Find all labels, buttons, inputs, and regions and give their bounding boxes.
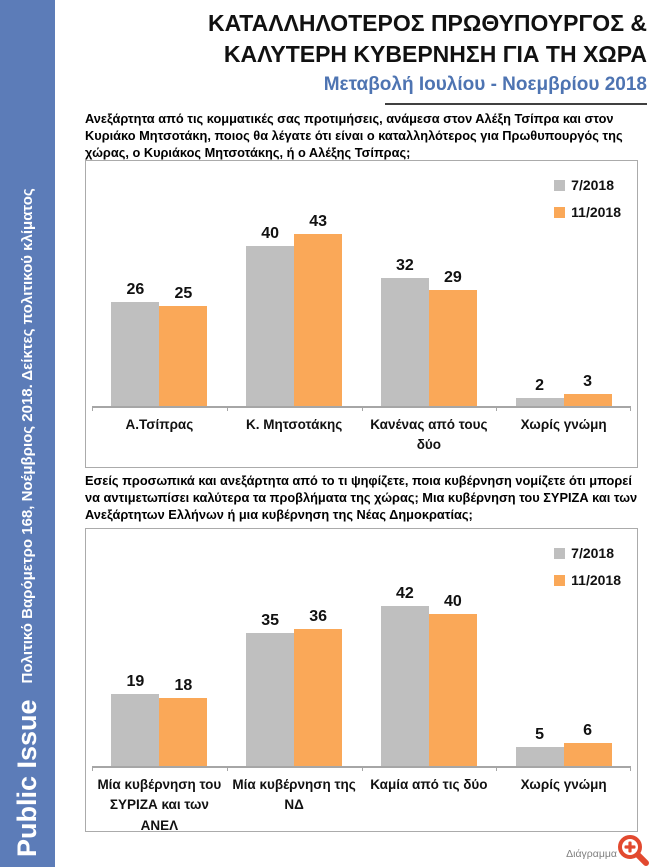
header — [90, 8, 647, 105]
bar-series-1 — [516, 747, 564, 766]
bar-with-label — [159, 206, 207, 406]
legend — [554, 177, 621, 220]
bar-with-label — [429, 206, 477, 406]
page-title-line2: ΚΑΛΥΤΕΡΗ ΚΥΒΕΡΝΗΣΗ ΓΙΑ ΤΗ ΧΩΡΑ — [223, 41, 647, 67]
page-title — [90, 8, 647, 70]
header-divider — [385, 103, 647, 105]
bar-value-label: 5 — [535, 726, 545, 743]
category-label: Μία κυβέρνηση του ΣΥΡΙΖΑ και των ΑΝΕΛ — [97, 777, 222, 833]
bar-pair — [381, 206, 477, 406]
bar-value-label: 6 — [583, 722, 593, 740]
bar-with-label — [294, 206, 342, 406]
bar-group — [227, 206, 362, 406]
bar-value-label: 29 — [443, 269, 462, 286]
bar-value-label: 18 — [174, 676, 193, 694]
legend-swatch-gray — [554, 548, 565, 559]
bar-group — [227, 576, 362, 766]
axis-tick — [362, 406, 363, 411]
page-subtitle: Μεταβολή Ιουλίου - Νοεμβρίου 2018 — [323, 74, 647, 95]
bar-pair — [516, 576, 612, 766]
category-label: Χωρίς γνώμη — [520, 777, 607, 792]
bar-pair — [246, 206, 342, 406]
bar-with-label — [111, 576, 159, 766]
sidebar-vertical-text — [0, 0, 55, 867]
category-label: Μία κυβέρνηση της ΝΔ — [232, 777, 356, 813]
legend-label: 11/2018 — [571, 204, 621, 220]
legend-label: 7/2018 — [571, 545, 614, 561]
bar-series-2 — [429, 614, 477, 766]
legend-item-1 — [554, 177, 621, 193]
bar-with-label — [429, 576, 477, 766]
zoom-in-icon[interactable] — [616, 833, 650, 867]
sidebar-caption: Πολιτικό Βαρόμετρο 168, Νοέμβριος 2018. Δείκτες πολιτικού κλίματος — [19, 188, 36, 684]
bar-with-label — [381, 576, 429, 766]
legend-item-2 — [554, 204, 621, 220]
chart-2 — [85, 528, 638, 832]
bar-value-label: 26 — [126, 281, 145, 298]
category-label: Κ. Μητσοτάκης — [246, 417, 343, 432]
category-label: Α.Τσίπρας — [125, 417, 194, 432]
bar-group — [496, 206, 631, 406]
diagram-caption: Διάγραμμα — [566, 848, 617, 860]
bar-series-1 — [246, 633, 294, 766]
bar-group — [496, 576, 631, 766]
legend-label: 7/2018 — [571, 177, 614, 193]
axis-tick — [630, 766, 631, 771]
bar-series-2 — [294, 234, 342, 406]
bar-value-label: 36 — [309, 608, 328, 626]
bar-series-1 — [516, 398, 564, 406]
sidebar — [0, 0, 55, 867]
bar-with-label — [564, 576, 612, 766]
axis-tick — [362, 766, 363, 771]
bar-value-label: 43 — [309, 213, 328, 230]
bar-value-label: 3 — [583, 373, 593, 390]
bar-with-label — [516, 576, 564, 766]
bar-series-1 — [381, 278, 429, 406]
bar-series-2 — [564, 394, 612, 406]
axis-tick — [92, 766, 93, 771]
bar-group — [362, 576, 497, 766]
bar-value-label: 19 — [126, 672, 145, 690]
bar-pair — [111, 206, 207, 406]
legend-item-1 — [554, 545, 621, 561]
chart-1 — [85, 160, 638, 468]
bar-pair — [381, 576, 477, 766]
bar-series-1 — [111, 694, 159, 766]
axis-tick — [496, 406, 497, 411]
bar-with-label — [294, 576, 342, 766]
bar-pair — [516, 206, 612, 406]
bar-value-label: 42 — [395, 585, 414, 603]
bar-series-2 — [564, 743, 612, 766]
bar-series-1 — [381, 606, 429, 766]
brand-logo: Public Issue — [12, 699, 42, 857]
legend-item-2 — [554, 572, 621, 588]
bar-value-label: 40 — [261, 225, 280, 242]
bar-series-2 — [294, 629, 342, 766]
bar-group — [362, 206, 497, 406]
bar-with-label — [246, 576, 294, 766]
category-axis — [92, 408, 631, 456]
plot-area — [92, 576, 631, 768]
bar-with-label — [111, 206, 159, 406]
bar-group — [92, 206, 227, 406]
bar-series-1 — [246, 246, 294, 406]
axis-tick — [630, 406, 631, 411]
bar-value-label: 35 — [261, 612, 280, 629]
legend-swatch-orange — [554, 207, 565, 218]
bar-group — [92, 576, 227, 766]
bar-with-label — [159, 576, 207, 766]
bar-series-1 — [111, 302, 159, 406]
bar-value-label: 32 — [395, 257, 414, 274]
bar-value-label: 2 — [535, 377, 545, 394]
bar-series-2 — [159, 698, 207, 766]
legend — [554, 545, 621, 588]
legend-swatch-orange — [554, 575, 565, 586]
axis-tick — [227, 766, 228, 771]
axis-tick — [227, 406, 228, 411]
plot-area — [92, 206, 631, 408]
page-title-line1: ΚΑΤΑΛΛΗΛΟΤΕΡΟΣ ΠΡΩΘΥΠΟΥΡΓΟΣ & — [207, 10, 647, 36]
category-axis — [92, 768, 631, 836]
bar-with-label — [564, 206, 612, 406]
axis-tick — [496, 766, 497, 771]
category-label: Κανένας από τους δύο — [370, 417, 488, 453]
legend-swatch-gray — [554, 180, 565, 191]
bar-with-label — [246, 206, 294, 406]
bar-pair — [246, 576, 342, 766]
category-label: Καμία από τις δύο — [370, 777, 488, 792]
bar-with-label — [516, 206, 564, 406]
legend-label: 11/2018 — [571, 572, 621, 588]
category-label: Χωρίς γνώμη — [520, 417, 607, 432]
bar-value-label: 40 — [443, 593, 462, 610]
bar-series-2 — [429, 290, 477, 406]
axis-tick — [92, 406, 93, 411]
question-1: Ανεξάρτητα από τις κομματικές σας προτιμήσεις, ανάμεσα στον Αλέξη Τσίπρα και στον Κυριάκο Μητσοτάκη, ποιος θα λέγατε ότι είναι ο καταλληλότερος για Πρωθυπουργός της χώρας, ο Κυριάκος Μητσοτάκης, ή ο Αλέξης Τσίπρας; — [85, 111, 623, 161]
bar-value-label: 25 — [174, 285, 193, 302]
bar-series-2 — [159, 306, 207, 406]
question-2: Εσείς προσωπικά και ανεξάρτητα από το τι ψηφίζετε, ποια κυβέρνηση νομίζετε ότι μπορεί να αντιμετωπίσει καλύτερα τα προβλήματα της χώρας; Μια κυβέρνηση του ΣΥΡΙΖΑ και των Ανεξάρτητων Ελλήνων ή μια κυβέρνηση της Νέας Δημοκρατίας; — [85, 473, 638, 523]
bar-pair — [111, 576, 207, 766]
bar-with-label — [381, 206, 429, 406]
